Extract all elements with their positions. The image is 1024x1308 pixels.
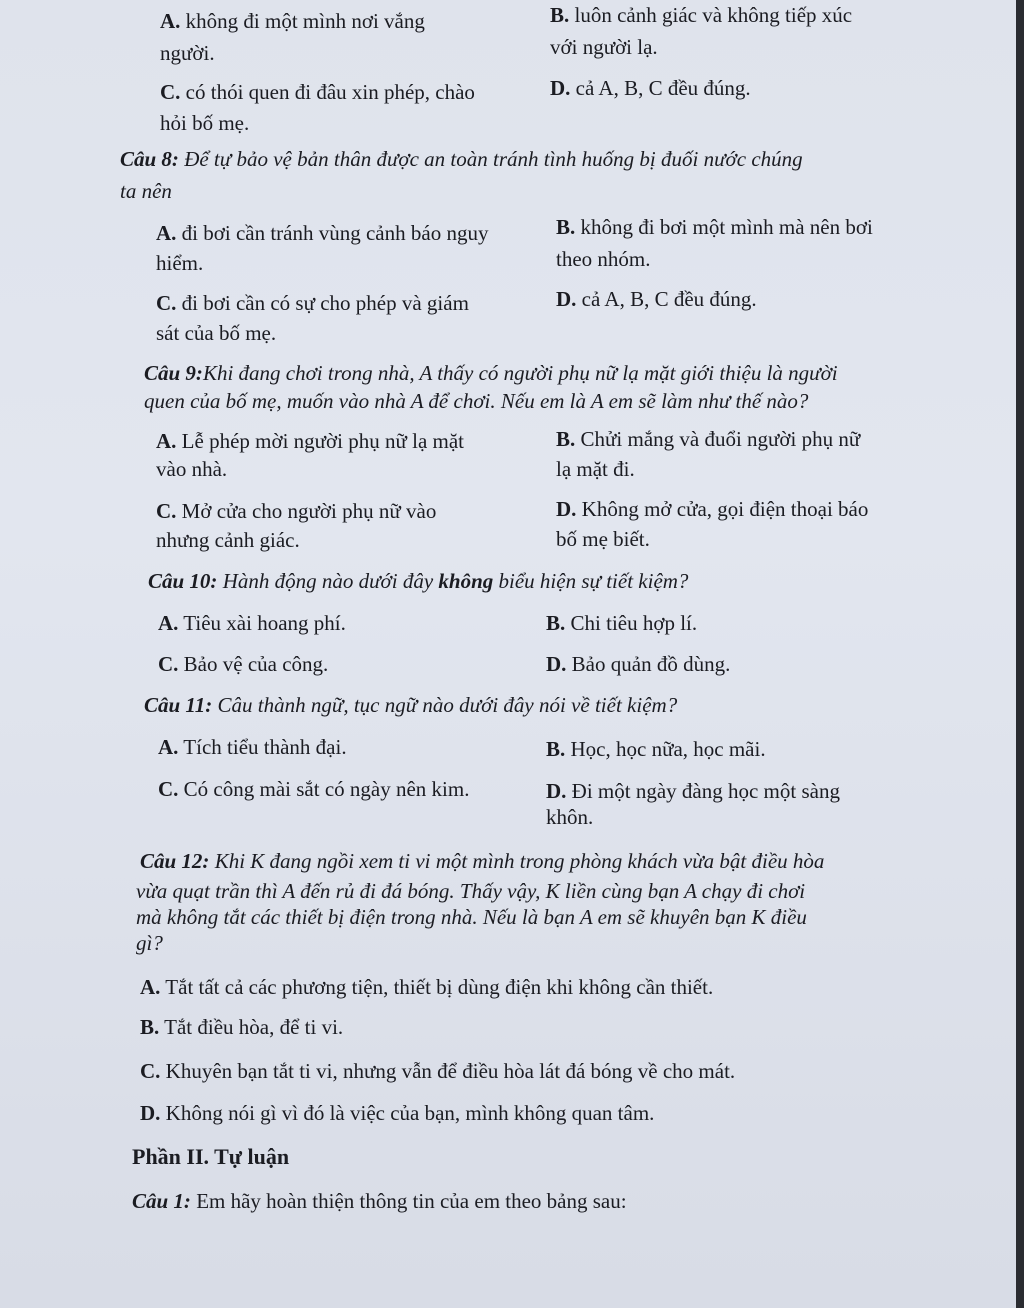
q12-stem-3: mà không tắt các thiết bị điện trong nhà. Nếu là bạn A em sẽ khuyên bạn K điều — [136, 905, 807, 929]
page-edge-shadow — [1016, 0, 1024, 1308]
q8-option-b: B. không đi bơi một mình mà nên bơi — [556, 215, 873, 239]
q7-option-b-cont: với người lạ. — [550, 35, 658, 59]
q10-option-c: C. Bảo vệ của công. — [158, 652, 329, 676]
q9-option-b-cont: lạ mặt đi. — [556, 457, 635, 481]
q12-option-a: A. Tắt tất cả các phương tiện, thiết bị dùng điện khi không cần thiết. — [140, 975, 714, 999]
q12-stem-4: gì? — [136, 931, 163, 955]
q12-option-c: C. Khuyên bạn tắt ti vi, nhưng vẫn để điều hòa lát đá bóng về cho mát. — [140, 1059, 736, 1083]
q10-option-d: D. Bảo quản đồ dùng. — [546, 652, 731, 676]
q12-stem: Câu 12: Khi K đang ngồi xem ti vi một mình trong phòng khách vừa bật điều hòa — [140, 849, 825, 873]
q8-option-c: C. đi bơi cần có sự cho phép và giám — [156, 291, 469, 315]
q9-stem-cont: quen của bố mẹ, muốn vào nhà A để chơi. Nếu em là A em sẽ làm như thế nào? — [144, 389, 809, 413]
q7-option-a-cont: người. — [160, 41, 215, 65]
part-2-question-1: Câu 1: Em hãy hoàn thiện thông tin của em theo bảng sau: — [132, 1189, 627, 1213]
q8-option-c-cont: sát của bố mẹ. — [156, 321, 277, 345]
q9-stem: Câu 9:Khi đang chơi trong nhà, A thấy có người phụ nữ lạ mặt giới thiệu là người — [144, 361, 838, 385]
q7-option-c-cont: hỏi bố mẹ. — [160, 111, 250, 135]
q9-option-c-cont: nhưng cảnh giác. — [156, 528, 300, 552]
q8-option-b-cont: theo nhóm. — [556, 247, 651, 271]
q12-stem-2: vừa quạt trần thì A đến rủ đi đá bóng. Thấy vậy, K liền cùng bạn A chạy đi chơi — [136, 879, 806, 903]
q11-option-d: D. Đi một ngày đàng học một sàng — [546, 779, 840, 803]
q9-option-d-cont: bố mẹ biết. — [556, 527, 650, 551]
q11-option-d-cont: khôn. — [546, 805, 594, 829]
q8-stem-cont: ta nên — [120, 179, 172, 203]
q8-option-a-cont: hiểm. — [156, 251, 204, 275]
q10-option-a: A. Tiêu xài hoang phí. — [158, 611, 346, 635]
q11-option-c: C. Có công mài sắt có ngày nên kim. — [158, 777, 470, 801]
q7-option-d: D. cả A, B, C đều đúng. — [550, 76, 751, 100]
q12-option-b: B. Tắt điều hòa, để ti vi. — [140, 1015, 344, 1039]
q12-option-d: D. Không nói gì vì đó là việc của bạn, mình không quan tâm. — [140, 1101, 655, 1125]
q10-stem: Câu 10: Hành động nào dưới đây không biểu hiện sự tiết kiệm? — [148, 569, 689, 593]
q8-option-a: A. đi bơi cần tránh vùng cảnh báo nguy — [156, 221, 489, 245]
q7-option-c: C. có thói quen đi đâu xin phép, chào — [160, 80, 475, 104]
q9-option-c: C. Mở cửa cho người phụ nữ vào — [156, 499, 437, 523]
q7-option-a: A. không đi một mình nơi vắng — [160, 9, 425, 33]
q10-option-b: B. Chi tiêu hợp lí. — [546, 611, 698, 635]
q9-option-a: A. Lễ phép mời người phụ nữ lạ mặt — [156, 429, 465, 453]
q8-stem: Câu 8: Để tự bảo vệ bản thân được an toàn tránh tình huống bị đuối nước chúng — [120, 147, 803, 171]
part-2-heading: Phần II. Tự luận — [132, 1144, 290, 1169]
q9-option-d: D. Không mở cửa, gọi điện thoại báo — [556, 497, 869, 521]
q11-option-b: B. Học, học nữa, học mãi. — [546, 737, 766, 761]
q9-option-b: B. Chửi mắng và đuổi người phụ nữ — [556, 427, 861, 451]
q7-option-b: B. luôn cảnh giác và không tiếp xúc — [550, 3, 853, 27]
q8-option-d: D. cả A, B, C đều đúng. — [556, 287, 757, 311]
q11-stem: Câu 11: Câu thành ngữ, tục ngữ nào dưới đây nói về tiết kiệm? — [144, 693, 678, 717]
q9-option-a-cont: vào nhà. — [156, 457, 228, 481]
q11-option-a: A. Tích tiểu thành đại. — [158, 735, 347, 759]
